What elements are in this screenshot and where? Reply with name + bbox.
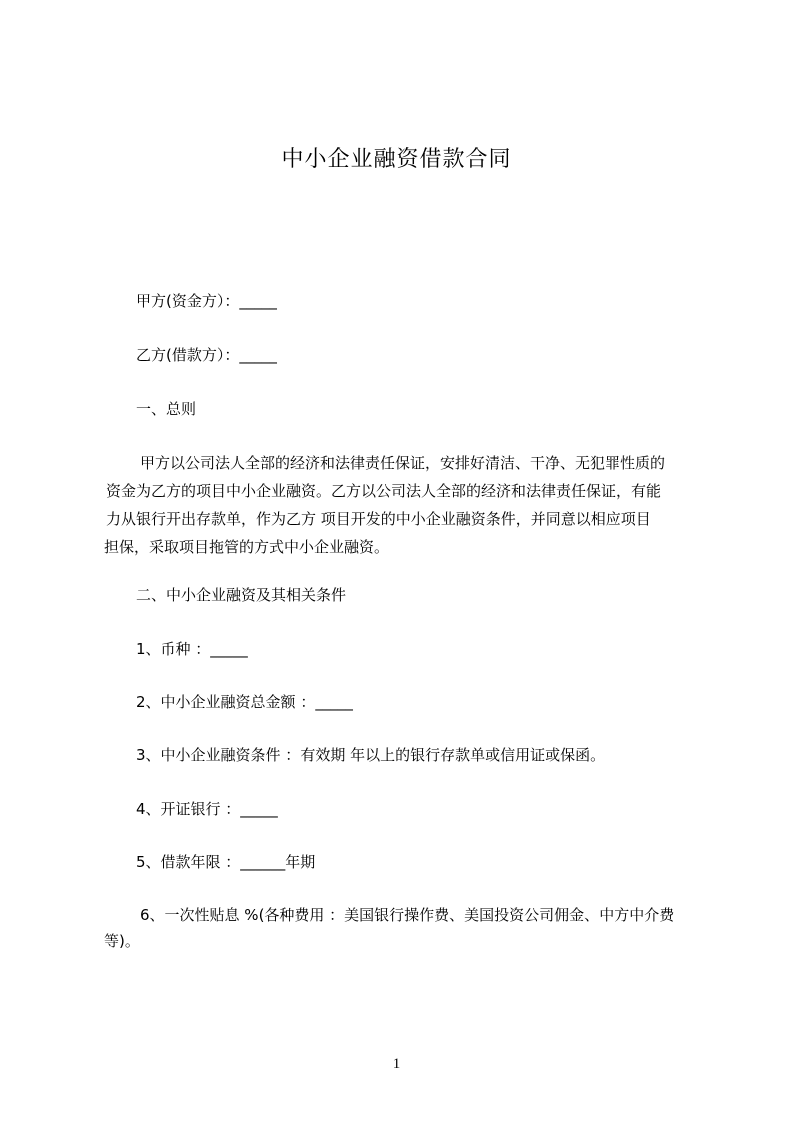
item-issuing-bank: 4、开证银行 ：_____	[136, 800, 278, 818]
item-conditions: 3、中小企业融资条件 ：有效期 年以上的银行存款单或信用证或保函。	[136, 746, 606, 764]
section-2-heading: 二、中小企业融资及其相关条件	[136, 586, 347, 604]
paragraph-line: 甲方以公司法人全部的经济和法律责任保证，安排好清洁、干净、无犯罪性质的	[140, 454, 666, 472]
paragraph-line: 资金为乙方的项目中小企业融资。乙方以公司法人全部的经济和法律责任保证，有能	[106, 482, 662, 500]
party-b-line: 乙方(借款方）：_____	[136, 346, 277, 364]
document-title: 中小企业融资借款合同	[281, 147, 512, 172]
item-currency: 1、币种 ：_____	[136, 640, 248, 658]
paragraph-line: 担保，采取项目拖管的方式中小企业融资。	[104, 538, 390, 556]
page-number: 1	[392, 1056, 401, 1072]
paragraph-line: 力从银行开出存款单，作为乙方 项目开发的中小企业融资条件，并同意以相应项目	[106, 510, 651, 528]
item-discount-paragraph	[104, 902, 724, 954]
section-1-paragraph	[104, 449, 724, 561]
item-loan-term: 5、借款年限 ：______年期	[136, 853, 316, 871]
party-a-line: 甲方(资金方）：_____	[136, 292, 277, 310]
section-1-heading: 一、总则	[136, 400, 197, 418]
item-total-amount: 2、中小企业融资总金额 ：_____	[136, 693, 353, 711]
paragraph-line: 等)。	[104, 932, 140, 950]
paragraph-line: 6、一次性贴息 %(各种费用 ：美国银行操作费、美国投资公司佣金、中方中介费	[140, 906, 675, 924]
